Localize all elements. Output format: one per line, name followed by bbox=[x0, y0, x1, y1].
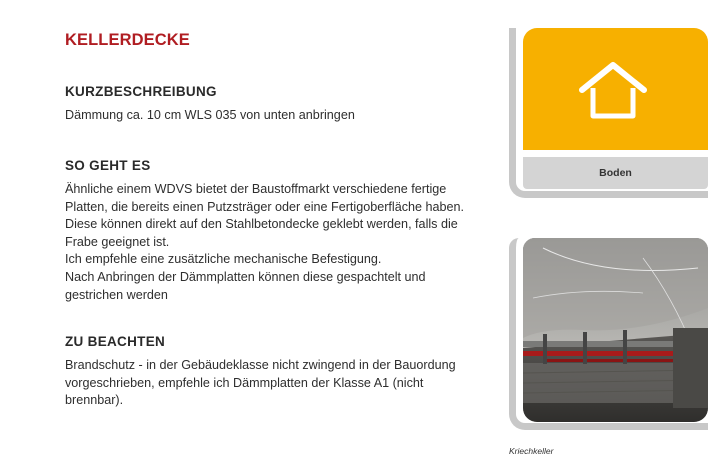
text-line: Frabe geeignet ist. bbox=[65, 234, 170, 249]
section-text-kurzbeschreibung bbox=[65, 107, 355, 125]
crawlspace-photo bbox=[523, 238, 708, 422]
text-line: vorgeschrieben, empfehle ich Dämmplatten der Klasse A1 (nicht bbox=[65, 375, 424, 390]
section-heading-kurzbeschreibung: KURZBESCHREIBUNG bbox=[65, 84, 217, 99]
text-line: Ähnliche einem WDVS bietet der Baustoffmarkt verschiedene fertige bbox=[65, 182, 447, 196]
section-text-so-geht-es bbox=[65, 181, 464, 304]
text-line: Dämmung ca. 10 cm WLS 035 von unten anbringen bbox=[65, 108, 355, 122]
text-line: Ich empfehle eine zusätzliche mechanische Befestigung. bbox=[65, 252, 382, 267]
section-text-zu-beachten bbox=[65, 357, 456, 410]
section-heading-zu-beachten: ZU BEACHTEN bbox=[65, 334, 166, 349]
house-icon bbox=[577, 60, 649, 122]
photo-caption: Kriechkeller bbox=[509, 446, 554, 456]
text-line: Nach Anbringen der Dämmplatten können diese gespachtelt und bbox=[65, 269, 426, 284]
crawlspace-illustration bbox=[523, 238, 708, 422]
text-line: Brandschutz - in der Gebäudeklasse nicht zwingend in der Bauordung bbox=[65, 358, 456, 372]
section-heading-so-geht-es: SO GEHT ES bbox=[65, 158, 151, 173]
category-card-label: Boden bbox=[523, 157, 708, 189]
text-line: gestrichen werden bbox=[65, 287, 168, 302]
text-line: brennbar). bbox=[65, 393, 124, 408]
text-line: Platten, die bereits einen Putzsträger oder eine Fertigoberfläche haben. bbox=[65, 199, 465, 214]
page-title: KELLERDECKE bbox=[65, 31, 190, 49]
text-line: Diese können direkt auf den Stahlbetondecke geklebt werden, falls die bbox=[65, 217, 458, 232]
